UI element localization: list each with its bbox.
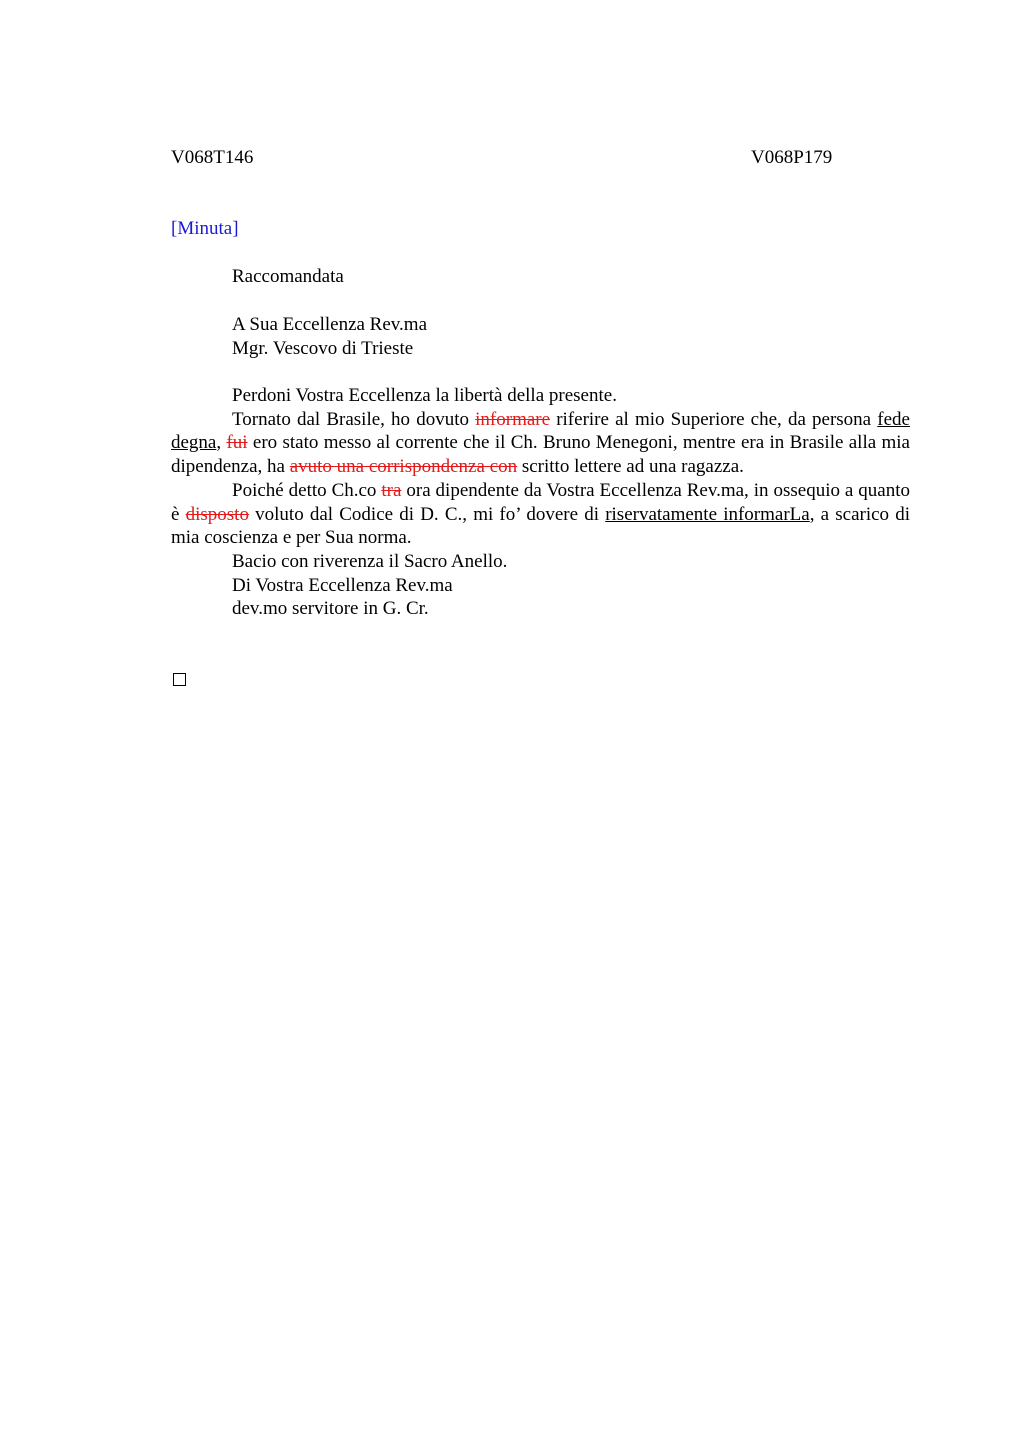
paragraph-2 [171, 408, 910, 479]
text-run: ora dipendente da Vostra Eccellenza Rev.ma, in ossequio a quanto è [171, 479, 910, 525]
underlined-text: riservatamente informarLa [605, 503, 810, 525]
underlined-text: fede degna [171, 408, 910, 454]
paragraph-1: Perdoni Vostra Eccellenza la libertà della presente. [232, 385, 617, 406]
deleted-text: disposto [185, 503, 249, 525]
text-run: , a scarico di mia coscienza e per Sua norma. [171, 503, 910, 549]
paragraph-4: Bacio con riverenza il Sacro Anello. [232, 550, 508, 572]
empty-checkbox-icon [173, 673, 186, 686]
text-run: Tornato dal Brasile, ho dovuto [232, 408, 476, 430]
paragraph-5: Di Vostra Eccellenza Rev.ma [232, 574, 453, 596]
addressee-line-1: A Sua Eccellenza Rev.ma [232, 314, 428, 335]
text-run: scritto lettere ad una ragazza. [517, 456, 744, 478]
paragraph-3 [171, 479, 910, 550]
paragraph-6: dev.mo servitore in G. Cr. [232, 598, 429, 620]
text-run: ero stato messo al corrente che il Ch. Bruno Menegoni, mentre era in Brasile alla mia dipendenza, ha [171, 432, 910, 478]
deleted-text: informare [475, 408, 551, 430]
letter-body [171, 384, 910, 621]
text-run: Poiché detto Ch.co [232, 479, 382, 501]
addressee-line-2: Mgr. Vescovo di Trieste [232, 338, 414, 359]
deleted-text: avuto una corrispondenza con [289, 456, 518, 478]
text-run: voluto dal Codice di D. C., mi fo’ dovere di [248, 503, 606, 525]
minuta-label: [Minuta] [171, 218, 239, 239]
deleted-text: tra [381, 479, 402, 501]
text-run: riferire al mio Superiore che, da persona [550, 408, 878, 430]
document-code-left: V068T146 [171, 147, 254, 168]
document-code-right: V068P179 [751, 147, 833, 168]
text-run: , [216, 432, 227, 454]
raccomandata-line: Raccomandata [232, 266, 344, 287]
deleted-text: fui [226, 432, 248, 454]
